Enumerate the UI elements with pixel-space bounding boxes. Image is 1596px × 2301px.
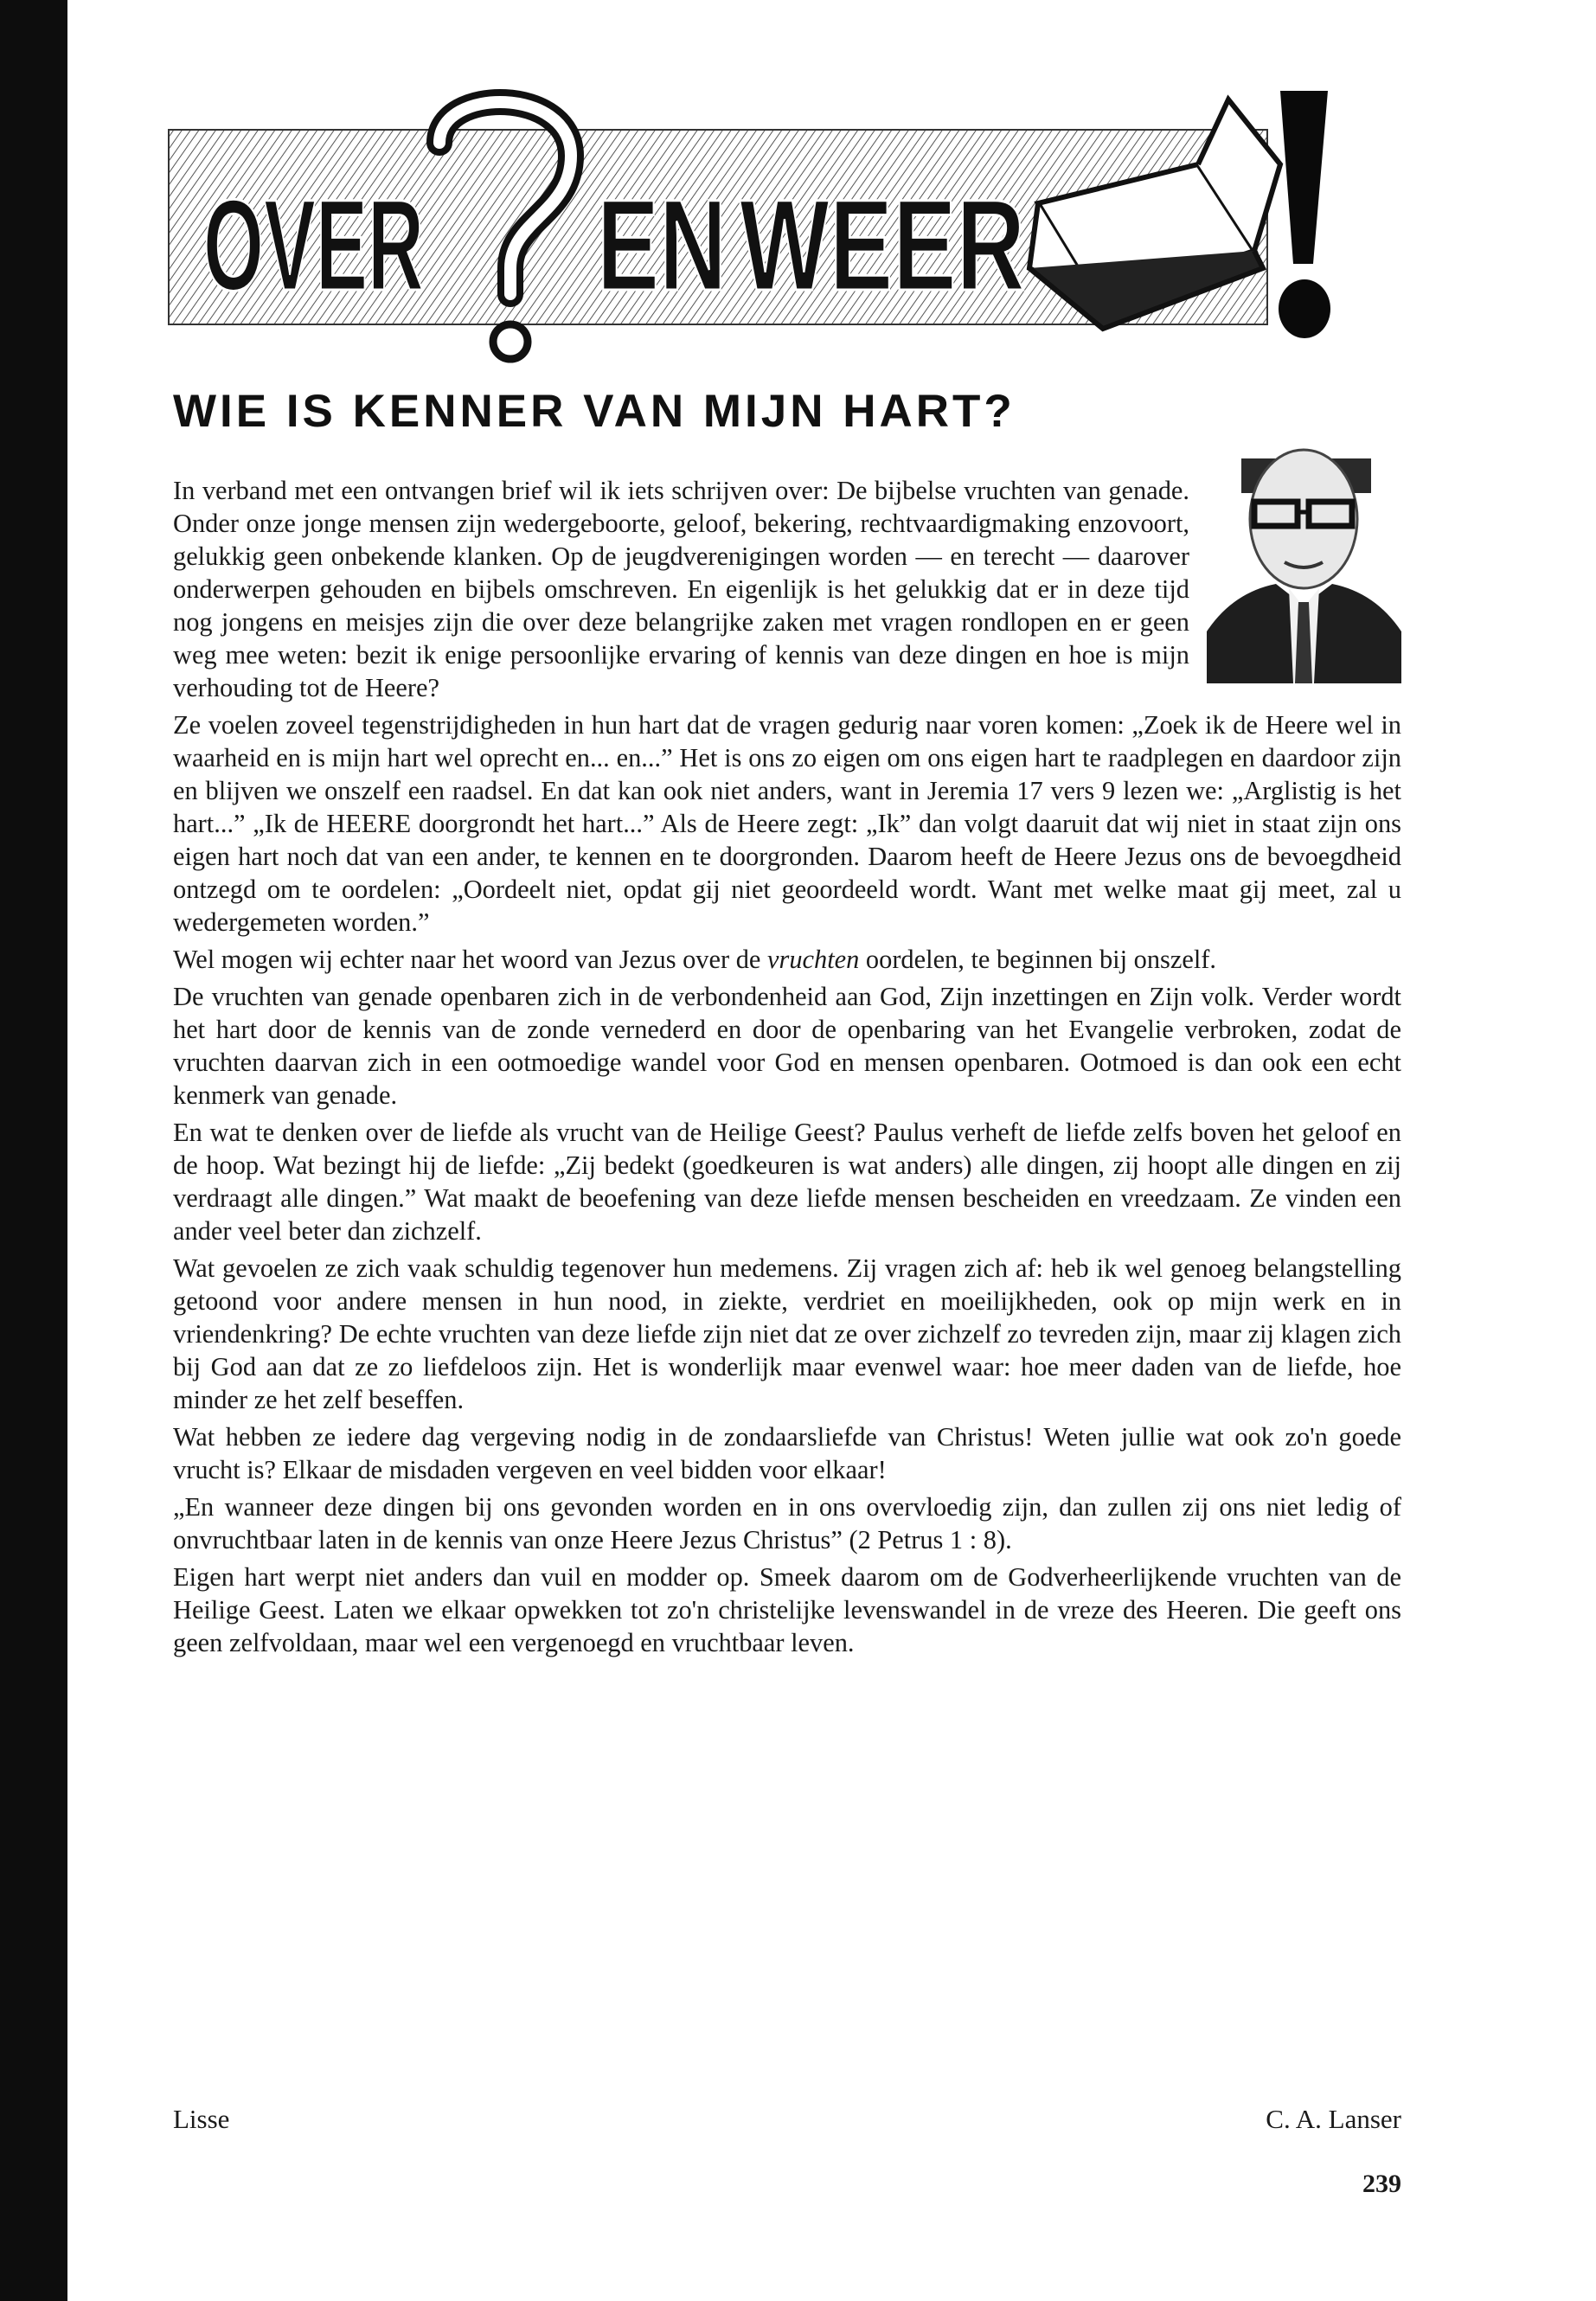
footer-author: C. A. Lanser (1266, 2104, 1401, 2134)
page-number: 239 (1362, 2170, 1401, 2198)
footer-place: Lisse (173, 2104, 230, 2134)
article-title: WIE IS KENNER VAN MIJN HART? (173, 386, 1016, 437)
paragraph-4: De vruchten van genade openbaren zich in de verbondenheid aan God, Zijn inzettingen en Zijn volk. Verder wordt het hart door de kennis van de zonde vernederd en door de openbaring van het Evangelie verbroken, zodat de vruchten daarvan zich in een ootmoedige wandel voor God en mensen openbaren. Ootmoed is dan ook een echt kenmerk van genade. (173, 982, 1401, 1110)
paragraph-9: Eigen hart werpt niet anders dan vuil en modder op. Smeek daarom om de Godverheerlijkende vruchten van de Heilige Geest. Laten we elkaar opwekken tot zo'n christelijke levenswandel in de vreze des Heeren. Die geeft ons geen zelfvoldaan, maar wel een vergenoegd en vruchtbaar leven. (173, 1562, 1401, 1657)
paragraph-3: Wel mogen wij echter naar het woord van Jezus over de vruchten oordelen, te beginnen bij onszelf. (173, 945, 1217, 974)
paragraph-5: En wat te denken over de liefde als vrucht van de Heilige Geest? Paulus verheft de liefde zelfs boven het geloof en de hoop. Wat bezingt hij de liefde: „Zij bedekt (goedkeuren is wat anders) alle dingen, zij hoopt alle dingen en zij verdraagt alle dingen.” Wat maakt de beoefening van deze liefde mensen bescheiden en vreedzaam. Ze vinden een ander veel beter dan zichzelf. (173, 1118, 1401, 1246)
exclamation-mark-icon (1279, 91, 1330, 338)
paragraph-7: Wat hebben ze iedere dag vergeving nodig in de zondaarsliefde van Christus! Weten jullie wat ook zo'n goede vrucht is? Elkaar de misdaden vergeven en veel bidden voor elkaar! (173, 1422, 1401, 1484)
page-binding-edge (0, 0, 67, 2301)
paragraph-2: Ze voelen zoveel tegenstrijdigheden in hun hart dat de vragen gedurig naar voren komen: „Zoek ik de Heere wel in waarheid en is mijn hart wel oprecht en... en...” Het is ons zo eigen om ons eigen hart te raadplegen en daardoor zijn en blijven we onszelf een raadsel. En dat kan ook niet anders, want in Jeremia 17 vers 9 lezen we: „Arglistig is het hart...” „Ik de HEERE doorgrondt het hart...” Als de Heere zegt: „Ik” dan volgt daaruit dat wij niet in staat zijn ons eigen hart noch dat van een ander, te kennen en te doorgronden. Daarom heeft de Heere Jezus ons de bevoegdheid ontzegd om te oordelen: „Oordeelt niet, opdat gij niet geoordeeld wordt. Want met welke maat gij meet, zal u wedergemeten worden.” (173, 710, 1401, 937)
logo-word-over: OVER (203, 172, 424, 317)
paragraph-1: In verband met een ontvangen brief wil ik iets schrijven over: De bijbelse vruchten van genade. Onder onze jonge mensen zijn wedergeboorte, geloof, bekering, rechtvaardigmaking enzovoort, gelukkig geen onbekende klanken. Op de jeugdverenigingen worden — en terecht — daarover onderwerpen gehouden en bijbels omschreven. En eigenlijk is het gelukkig dat er in deze tijd nog jongens en meisjes zijn die over deze belangrijke zaken met vragen rondlopen en er geen weg mee weten: bezit ik enige persoonlijke ervaring of kennis van deze dingen en hoe is mijn verhouding tot de Heere? (173, 476, 1189, 702)
logo-word-en: EN (597, 172, 727, 317)
emphasis-vruchten: vruchten (767, 945, 860, 974)
paragraph-6: Wat gevoelen ze zich vaak schuldig tegenover hun medemens. Zij vragen zich af: heb ik wel genoeg belangstelling getoond voor andere mensen in hun nood, in ziekte, verdriet en moeilijkheden, ook op mijn werk en in vriendenkring? De echte vruchten van deze liefde zijn niet dat ze over zichzelf zo tevreden zijn, maar zij klagen zich bij God aan dat ze zo liefdeloos zijn. Het is wonderlijk maar evenwel waar: hoe meer daden van de liefde, hoe minder ze het zelf beseffen. (173, 1253, 1401, 1414)
article-body (173, 474, 1401, 1663)
logo-word-weer: WEER (740, 172, 1025, 317)
over-en-weer-banner (164, 82, 1419, 368)
paragraph-8: „En wanneer deze dingen bij ons gevonden worden en in ons overvloedig zijn, dan zullen zij ons niet ledig of onvruchtbaar laten in de kennis van onze Heere Jezus Christus” (2 Petrus 1 : 8). (173, 1492, 1401, 1554)
